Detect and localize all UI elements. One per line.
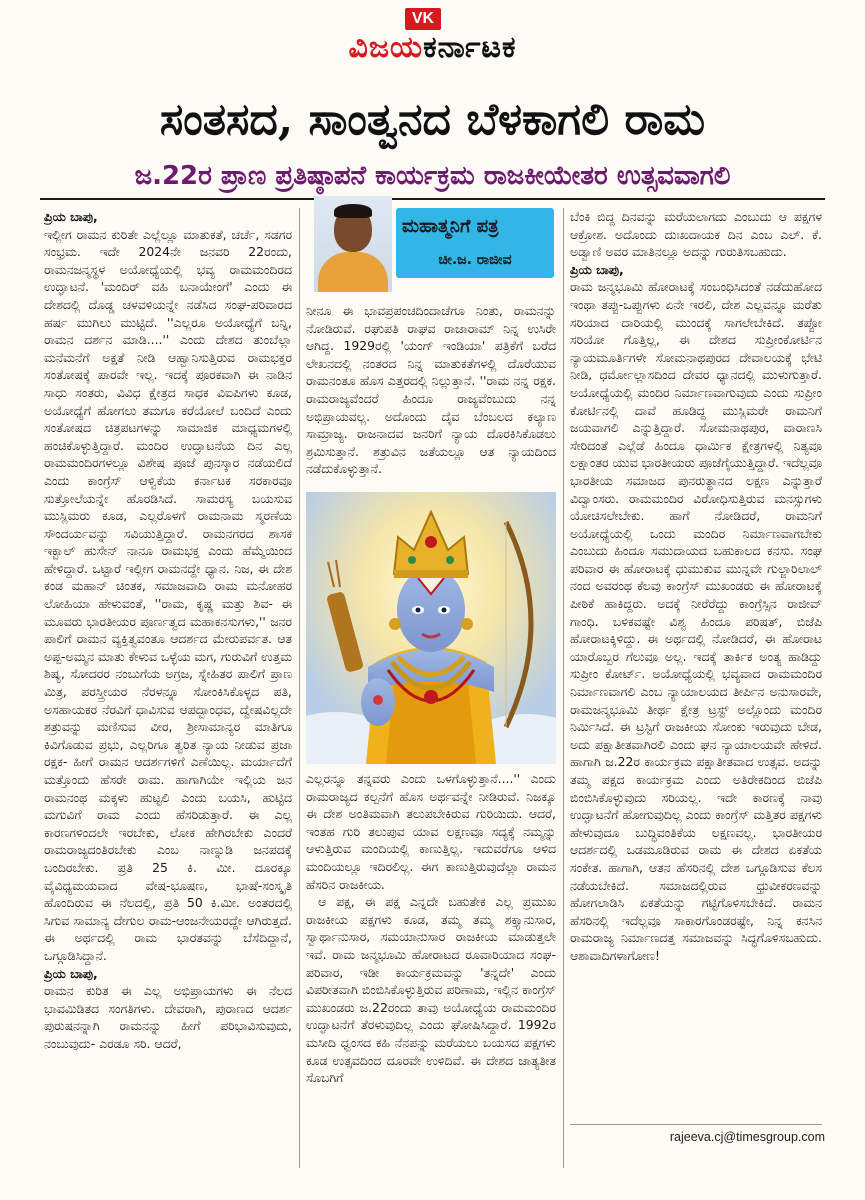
newspaper-name-part1: ವಿಜಯ (348, 30, 424, 65)
column-divider (299, 208, 300, 1168)
paragraph: ನೀನೂ ಈ ಭಾವಪ್ರಪಂಚದಿಂದಾಚೆಗೂ ನಿಂತು, ರಾಮನನ್ನು ನೋಡಿರುವೆ. ರಘುಪತಿ ರಾಘವ ರಾಜಾರಾಮ್ ನಿನ್ನ ಉಸಿರೇ ಆಗಿದ್ದ. 1929ರಲ್ಲಿ 'ಯಂಗ್ ಇಂಡಿಯಾ' ಪತ್ರಿಕೆಗೆ ಬರೆದ ಲೇಖನದಲ್ಲಿ ನಂತರದ ನಿನ್ನ ಮಾತುಕತೆಗಳಲ್ಲಿ ದೊರೆಯುವ ರಾಮನಂತೂ ಹೊಸ ಎತ್ತರದಲ್ಲಿ ನಿಲ್ಲುತ್ತಾನೆ. ''ರಾಮ ನನ್ನ ರಕ್ಷಕ. ರಾಮರಾಜ್ಯವೆಂದರೆ ಹಿಂದೂ ರಾಜ್ಯವೆಂಬುದು ನನ್ನ ಅಭಿಪ್ರಾಯವಲ್ಲ. ಅದೊಂದು ದೈವ ಬೆಂಬಲದ ಕಲ್ಯಾಣ ಸಾಮ್ರಾಜ್ಯ. ರಾಜನಾದವ ಜನರಿಗೆ ನ್ಯಾಯ ದೊರಕಿಸಿಕೊಡಲು ಶ್ರಮಿಸುತ್ತಾನೆ. ಶತ್ರುವಿನ ಜತೆಯಲ್ಲೂ ಆತ ನ್ಯಾಯದಿಂದ ನಡೆದುಕೊಳ್ಳುತ್ತಾನೆ. (306, 303, 556, 477)
paragraph: ರಾಮ ಜನ್ಮಭೂಮಿ ಹೋರಾಟಕ್ಕೆ ಸಂಬಂಧಿಸಿದಂತೆ ನಡೆದುಹೋದ ಇಂಥಾ ತಪ್ಪು-ಒಪ್ಪುಗಳು ಏನೇ ಇರಲಿ, ದೇಶ ಎಲ್ಲವನ್ನೂ ಮರೆತು ಸರಿಯಾದ ದಾರಿಯಲ್ಲಿ ಮುಂದಕ್ಕೆ ಸಾಗಲೇಬೇಕಿದೆ. ತಪ್ಪೋ ಸರಿಯೋ ಗೊತ್ತಿಲ್ಲ, ಈ ದೇಶದ ಸುಪ್ರೀಂಕೋರ್ಟಿನ ನ್ಯಾಯಮೂರ್ತಿಗಳೇ ಸೋಮನಾಥಪುರದ ದೇವಾಲಯಕ್ಕೆ ಭೇಟಿ ನೀಡಿ, ಧರ್ಮೋಲ್ಲಾಸದಿಂದ ದೇವರ ಧ್ಯಾನದಲ್ಲಿ ಮುಳುಗುತ್ತಾರೆ. ಅಯೋಧ್ಯೆಯಲ್ಲಿ ಮಂದಿರ ನಿರ್ಮಾಣವಾಗುವುದು ಎಂದು ಸುಪ್ರೀಂ ಕೋರ್ಟಿನಲ್ಲಿ ದಾವೆ ಹೂಡಿದ್ದ ಮುಸ್ಲಿಮರೇ ರಾಮನಿಗೆ ಜಯವಾಗಲಿ ಎನ್ನುತ್ತಿದ್ದಾರೆ. ಸೋಮನಾಥಪುರ, ವಾರಾಣಸಿ ಸೇರಿದಂತೆ ಎಲ್ಲೆಡೆ ಹಿಂದೂ ಧಾರ್ಮಿಕ ಕ್ಷೇತ್ರಗಳಲ್ಲಿ ನಿತ್ಯವೂ ಲಕ್ಷಾಂತರ ಯುವ ಭಾರತೀಯರು ಪೂಜೆಗೈಯುತ್ತಿದ್ದಾರೆ. ಇದೆಲ್ಲವೂ ಭಾರತೀಯ ಸಮಾಜದ ಪುನರುತ್ಥಾನದ ಲಕ್ಷಣ ಎನ್ನುತ್ತಾರೆ ವಿದ್ವಾಂಸರು. ರಾಮಮಂದಿರ ವಿರೋಧಿಸುತ್ತಿರುವ ಮನಸ್ಸುಗಳು ಯೋಚಿಸಲೇಬೇಕು. ಹಾಗೆ ನೋಡಿದರೆ, ರಾಮನಿಗೆ ಅಯೋಧ್ಯೆಯಲ್ಲಿ ಒಂದು ಮಂದಿರ ನಿರ್ಮಾಣವಾಗಬೇಕು ಎಂಬುದು ಹಿಂದೂ ಸಮುದಾಯದ ಬಹುಕಾಲದ ಕನಸು. ಸಂಘ ಪರಿವಾರ ಈ ಹೋರಾಟಕ್ಕೆ ಧುಮುಕುವ ಮುನ್ನವೇ ಗುಲ್ಜಾರಿಲಾಲ್ ನಂದ ಅವರಂಥ ಕೆಲವು ಕಾಂಗ್ರೆಸ್ ಮುಖಂಡರು ಈ ಹೋರಾಟಕ್ಕೆ ಪೀಠಿಕೆ ಹಾಕಿದ್ದರು. ಅದಕ್ಕೆ ನೀರೆರೆದ್ದು ಕಾಂಗ್ರೆಸ್ಸಿನ ರಾಜೀವ್ ಗಾಂಧಿ. ಬಳಿಕವಷ್ಟೇ ವಿಶ್ವ ಹಿಂದೂ ಪರಿಷತ್, ಬಿಜೆಪಿ ಹೋರಾಟಕ್ಕಿಳಿದ್ದು. ಈ ಅರ್ಥದಲ್ಲಿ ನೋಡಿದರೆ, ಈ ಹೋರಾಟ ಯಾರೊಬ್ಬರ ಗೆಲುವೂ ಅಲ್ಲ. ಇದಕ್ಕೆ ತಾರ್ಕಿಕ ಅಂತ್ಯ ಹಾಡಿದ್ದು ಸುಪ್ರೀಂ ಕೋರ್ಟ್. ಅಯೋಧ್ಯೆಯಲ್ಲಿ ಭವ್ಯವಾದ ರಾಮಮಂದಿರ ನಿರ್ಮಾಣವಾಗಲಿ ಎಂಬ ನ್ಯಾಯಾಲಯದ ತೀರ್ಪಿನ ಅನುಸಾರವೇ, ರಾಮಜನ್ಮಭೂಮಿ ತೀರ್ಥ ಕ್ಷೇತ್ರ ಟ್ರಸ್ಟ್ ಅಲ್ಲೊಂದು ಮಂದಿರ ನಿರ್ಮಿಸಿದೆ. ಈ ಟ್ರಸ್ಟಿಗೆ ರಾಜಕೀಯ ಸೋಂಕು ಇರುವುದು ಬೇಡ, ಅದು ಪಕ್ಷಾತೀತವಾಗಿರಲಿ ಎಂದು ಘನ ನ್ಯಾಯಾಲಯವೇ ಹೇಳಿದೆ. ಹಾಗಾಗಿ ಜ.22ರ ಕಾರ್ಯಕ್ರಮ ಪಕ್ಷಾತೀತವಾದ ಉತ್ಸವ. ಅದನ್ನು ತಮ್ಮ ಪಕ್ಷದ ಕಾರ್ಯಕ್ರಮ ಎಂದು ಅತಿರೇಕದಿಂದ ಬಿಜೆಪಿ ಬಿಂಬಿಸಿಕೊಳ್ಳುವುದು ಸರಿಯಲ್ಲ. ಇದೇ ಕಾರಣಕ್ಕೆ ನಾವು ಉದ್ಘಾಟನೆಗೆ ಹೋಗುವುದಿಲ್ಲ ಎಂದು ಕಾಂಗ್ರೆಸ್ ಮತ್ತಿತರ ಪಕ್ಷಗಳು ಹೇಳುವುದೂ ಬುದ್ಧಿವಂತಿಕೆಯ ಲಕ್ಷಣವಲ್ಲ. ಭಾರತೀಯರ ಆದರ್ಶದಲ್ಲಿ ಒಡಮೂಡಿರುವ ರಾಮ ಈ ದೇಶದ ಏಕತೆಯ ಸಂಕೇತ. ಹಾಗಾಗಿ, ಆತನ ಹೆಸರಿನಲ್ಲಿ ದೇಶ ಒಗ್ಗೂಡಿಸುವ ಕೆಲಸ ನಡೆಯಬೇಕಿದೆ. ಸಮಾಜದಲ್ಲಿರುವ ಧ್ರುವೀಕರಣವನ್ನು ಹೋಗಲಾಡಿಸಿ ಏಕತೆಯನ್ನು ಗಟ್ಟಿಗೊಳಿಸಬೇಕಿದೆ. ರಾಮನ ಹೆಸರಿನಲ್ಲಿ ಇದೆಲ್ಲವೂ ಸಾಕಾರಗೊಂಡರಷ್ಟೇ, ನಿನ್ನ ಕನಸಿನ ರಾಮರಾಜ್ಯ ನಿರ್ಮಾಣದತ್ತ ಸಮಾಜವನ್ನು ಸಿದ್ಧಗೊಳಿಸಬಹುದು. ಆಶಾವಾದಿಗಳಾಗೋಣ! (570, 279, 822, 963)
newspaper-name (0, 30, 865, 65)
vk-logo-badge: VK (405, 8, 441, 30)
column-divider (563, 208, 564, 1168)
author-email: rajeeva.cj@timesgroup.com (669, 1130, 825, 1144)
article-column-middle-bottom (306, 770, 556, 1170)
subheadline: ಜ.22ರ ಪ್ರಾಣ ಪ್ರತಿಷ್ಠಾಪನೆ ಕಾರ್ಯಕ್ರಮ ರಾಜಕೀಯೇತರ ಉತ್ಸವವಾಗಲಿ (134, 161, 731, 191)
article-column-right (570, 208, 822, 1128)
salutation: ಪ್ರಿಯ ಬಾಪು, (570, 261, 624, 277)
column-title: ಮಹಾತ್ಮನಿಗೆ ಪತ್ರ (402, 216, 499, 237)
author-photo (314, 196, 392, 292)
rama-illustration (306, 492, 556, 764)
newspaper-name-part2: ಕರ್ನಾಟಕ (423, 30, 517, 65)
salutation: ಪ್ರಿಯ ಬಾಪು, (44, 209, 98, 224)
column-badge (396, 208, 554, 278)
article-column-middle-top (306, 302, 556, 486)
paragraph: ಆ ಪಕ್ಷ, ಈ ಪಕ್ಷ ಎನ್ನದೇ ಬಹುತೇಕ ಎಲ್ಲ ಪ್ರಮುಖ ರಾಜಕೀಯ ಪಕ್ಷಗಳು ಕೂಡ, ತಮ್ಮ ತಮ್ಮ ಶಕ್ತ್ಯಾನುಸಾರ, ಸ್ವಾರ್ಥಾನುಸಾರ, ಸಮಯಾನುಸಾರ ರಾಜಕೀಯ ಮಾಡುತ್ತಲೇ ಇವೆ. ರಾಮ ಜನ್ಮಭೂಮಿ ಹೋರಾಟದ ರೂವಾರಿಯಾದ ಸಂಘ-ಪರಿವಾರ, ಇಡೀ ಕಾರ್ಯಕ್ರಮವನ್ನು 'ತನ್ನದೇ' ಎಂದು ವಿಪರೀತವಾಗಿ ಬಿಂಬಿಸಿಕೊಳ್ಳುತ್ತಿರುವ ಪರಿಣಾಮ, ಇಲ್ಲಿನ ಕಾಂಗ್ರೆಸ್ ಮುಖಂಡರು ಜ.22ರಂದು ತಾವು ಅಯೋಧ್ಯೆಯ ರಾಮಮಂದಿರ ಉದ್ಘಾಟನೆಗೆ ತೆರಳುವುದಿಲ್ಲ ಎಂದು ಘೋಷಿಸಿದ್ದಾರೆ. 1992ರ ಮಸೀದಿ ಧ್ವಂಸದ ಕಹಿ ನೆನಪನ್ನು ಮರೆಯಲು ಬಯಸದ ಪಕ್ಷಗಳು ಕೂಡ ಉತ್ಸವದಿಂದ ದೂರವೇ ಉಳಿದಿವೆ. ಈ ದೇಶದ ಜಾತ್ಯತೀತ ಸೊಬಗಿಗೆ (306, 894, 556, 1086)
masthead (0, 0, 865, 72)
salutation: ಪ್ರಿಯ ಬಾಪು, (44, 965, 98, 981)
headline: ಸಂತಸದ, ಸಾಂತ್ವನದ ಬೆಳಕಾಗಲಿ ರಾಮ (159, 94, 706, 145)
paragraph: ಇಲ್ಲೀಗ ರಾಮನ ಕುರಿತೇ ಎಲ್ಲೆಲ್ಲೂ ಮಾತುಕತೆ, ಚರ್ಚೆ, ಸಡಗರ ಸಂಭ್ರಮ. ಇದೇ 2024ನೇ ಜನವರಿ 22ರಂದು, ರಾಮನಜನ್ಮಸ್ಥಳ ಅಯೋಧ್ಯೆಯಲ್ಲಿ ಭವ್ಯ ರಾಮಮಂದಿರದ ಉದ್ಘಾಟನೆ. 'ಮಂದಿರ್ ವಹಿ ಬನಾಯೇಂಗೆ' ಎಂದು ಈ ದೇಶದಲ್ಲಿ ದೊಡ್ಡ ಚಳವಳಿಯನ್ನೇ ನಡೆಸಿದ ಸಂಘ-ಪರಿವಾರದ ಹರ್ಷ ಮುಗಿಲು ಮುಟ್ಟಿದೆ. ''ಎಲ್ಲರೂ ಅಯೋಧ್ಯೆಗೆ ಬನ್ನಿ, ರಾಮನ ದರ್ಶನ ಮಾಡಿ....'' ಎಂದು ದೇಶದ ತುಂಬೆಲ್ಲಾ ಮನೆಮನೆಗೆ ಅಕ್ಷತೆ ನೀಡಿ ಆಹ್ವಾನಿಸುತ್ತಿರುವ ರಾಮಭಕ್ತರ ಸಂತೋಷಕ್ಕೆ ಪಾರವೇ ಇಲ್ಲ. ಇದಕ್ಕೆ ಪೂರಕವಾಗಿ ಈ ನಾಡಿನ ಸಾಧು ಸಂತರು, ವಿವಿಧ ಕ್ಷೇತ್ರದ ಸಾಧಕ ವಿಐಪಿಗಳು ಕೂಡ, ಅಯೋಧ್ಯೆಗೆ ಹೋಗಲು ತಮಗೂ ಕರೆಯೋಲೆ ಬಂದಿದೆ ಎಂದು ಸಂತೋಷದ ಚಿತ್ರಪಟಗಳನ್ನು ಸಾಮಾಜಿಕ ಮಾಧ್ಯಮಗಳಲ್ಲಿ ಹಂಚಿಕೊಳ್ಳುತ್ತಿದ್ದಾರೆ. ಮಂದಿರ ಉದ್ಘಾಟನೆಯ ದಿನ ಎಲ್ಲ ರಾಮಮಂದಿರಗಳಲ್ಲೂ ವಿಶೇಷ ಪೂಜೆ ಪುನಸ್ಕಾರ ನಡೆಯಲಿದೆ ಎಂದು ಕಾಂಗ್ರೆಸ್ ಆಳ್ವಿಕೆಯ ಕರ್ನಾಟಕ ಸರಕಾರವೂ ಸುತ್ತೋಲೆಯನ್ನೇ ಹೊರಡಿಸಿದೆ. ಸಾಮರಸ್ಯ ಬಯಸುವ ಮುಸ್ಲಿಮರು ಕೂಡ, ಎಲ್ಲರೊಳಗೆ ರಾಮನಾಮ ಸ್ಮರಣೆಯ ಸೌಂದರ್ಯವನ್ನು ಸವಿಯುತ್ತಿದ್ದಾರೆ. ರಾಮನಗರದ ಶಾಸಕ ಇಕ್ಬಾಲ್ ಹುಸೇನ್ ನಾನೂ ರಾಮಭಕ್ತ ಎಂದು ಹೆಮ್ಮೆಯಿಂದ ಹೇಳಿದ್ದಾರೆ. ಒಟ್ಟಾರೆ ಇಲ್ಲೀಗ ರಾಮನದ್ದೇ ಧ್ಯಾನ. ನಿಜ, ಈ ದೇಶ ಕಂಡ ಮಹಾನ್ ಚಿಂತಕ, ಸಮಾಜವಾದಿ ರಾಮ ಮನೋಹರ ಲೋಹಿಯಾ ಹೇಳುವಂತೆ, ''ರಾಮ, ಕೃಷ್ಣ ಮತ್ತು ಶಿವ- ಈ ಮೂವರು ಭಾರತೀಯರ ಪೂರ್ಣತ್ವದ ಮಹಾಕನಸುಗಳು,'' ಜನರ ಪಾಲಿಗೆ ರಾಮನ ವ್ಯಕ್ತಿತ್ವವಂತೂ ಆದರ್ಶದ ಮೇರುಪರ್ವತ. ಆತ ಅಪ್ಪ-ಅಮ್ಮನ ಮಾತು ಕೇಳುವ ಒಳ್ಳೆಯ ಮಗ, ಗುರುವಿಗೆ ಉತ್ತಮ ಶಿಷ್ಯ, ಸೋದರರ ನಂಬುಗೆಯ ಅಗ್ರಜ, ಸ್ನೇಹಿತರ ಪಾಲಿಗೆ ಪ್ರಾಣ ಮಿತ್ರ, ಪರಸ್ತ್ರೀಯರ ನೆರಳನ್ನೂ ಸೋಂಕಿಸಿಕೊಳ್ಳದ ಪತಿ, ಅಸಹಾಯಕರ ನೆರವಿಗೆ ಧಾವಿಸುವ ಆಪದ್ಬಾಂಧವ, ದ್ವೇಷವಿಲ್ಲದೇ ಶತ್ರುವನ್ನು ಮಣಿಸುವ ವೀರ, ಶ್ರೀಸಾಮಾನ್ಯರ ಮಾತಿಗೂ ಕಿವಿಗೊಡುವ ಪ್ರಭು, ಎಲ್ಲರಿಗೂ ತ್ವರಿತ ನ್ಯಾಯ ನೀಡುವ ಪ್ರಜಾ ರಕ್ಷಕ- ಹೀಗೆ ರಾಮನ ಆದರ್ಶಗಳಿಗೆ ಎಣೆಯಿಲ್ಲ. ಮರ್ಯಾದೆಗೆ ಮತ್ತೊಂದು ಹೆಸರೇ ರಾಮ. ಹಾಗಾಗಿಯೇ ಇಲ್ಲಿಯ ಜನ ರಾಮನಂಥ ಮಕ್ಕಳು ಹುಟ್ಟಲಿ ಎಂದು ಬಯಸಿ, ಹುಟ್ಟಿದ ಮಗುವಿಗೆ ರಾಮ ಎಂದು ಹೆಸರಿಡುತ್ತಾರೆ. ಈ ಎಲ್ಲ ಕಾರಣಗಳಿಂದಲೇ ಇರಬೇಕು, ಲೋಕ ಹೇಗಿರಬೇಕು ಎಂದರೆ ರಾಮರಾಜ್ಯದಂತಿರಬೇಕು ಎಂಬ ನಾಣ್ನುಡಿ ಜನಪದಕ್ಕೆ ಬಂದಿರಬೇಕು. ಪ್ರತಿ 25 ಕಿ. ಮೀ. ದೂರಕ್ಕೂ ವೈವಿಧ್ಯಮಯವಾದ ವೇಷ-ಭೂಷಣ, ಭಾಷೆ-ಸಂಸ್ಕೃತಿ ಹೊಂದಿರುವ ಈ ನೆಲದಲ್ಲಿ, ಪ್ರತಿ 50 ಕಿ.ಮೀ. ಅಂತರದಲ್ಲಿ ಸಿಗುವ ಸಾಮಾನ್ಯ ದೇಗುಲ ರಾಮ-ಆಂಜನೇಯರದ್ದೇ ಆಗಿರುತ್ತದೆ. ಈ ಅರ್ಥದಲ್ಲಿ ರಾಮ ಭಾರತವನ್ನು ಬೆಸೆದಿದ್ದಾನೆ, ಒಗ್ಗೂಡಿಸಿದ್ದಾನೆ. (44, 226, 292, 963)
email-rule (570, 1124, 822, 1125)
paragraph: ಎಲ್ಲರನ್ನೂ ತನ್ನವರು ಎಂದು ಒಳಗೊಳ್ಳುತ್ತಾನೆ....'' ಎಂದು ರಾಮರಾಜ್ಯದ ಕಲ್ಪನೆಗೆ ಹೊಸ ಅರ್ಥವನ್ನೇ ನೀಡಿರುವೆ. ನಿಜಕ್ಕೂ ಈ ದೇಶ ಅಂತಿಮವಾಗಿ ತಲುಪಬೇಕಿರುವ ಗುರಿಯಿದು. ಆದರೆ, ಇಂತಹ ಗುರಿ ತಲುಪುವ ಯಾವ ಲಕ್ಷಣವೂ ಸದ್ಯಕ್ಕೆ ನಮ್ಮನ್ನು ಆಳುತ್ತಿರುವ ಮಂದಿಯಲ್ಲಿ ಕಾಣುತ್ತಿಲ್ಲ. ಇದುವರೆಗೂ ಆಳಿದ ಮಂದಿಯಲ್ಲೂ ಇದಿರಲಿಲ್ಲ. ಈಗ ಕಾಣುತ್ತಿರುವುದೆಲ್ಲಾ ರಾಮನ ಹೆಸರಿನ ರಾಜಕೀಯ. (306, 771, 556, 892)
author-name: ಚೀ.ಜ. ರಾಜೀವ (438, 252, 512, 268)
column-header (306, 196, 556, 296)
article-column-left (44, 208, 292, 1168)
paragraph: ಬೆಂಕಿ ಬಿದ್ದ ದಿನವನ್ನು ಮರೆಯಲಾಗದು ಎಂಬುದು ಆ ಪಕ್ಷಗಳ ಆಕ್ರೋಶ. ಅದೊಂದು ದುಃಖದಾಯಕ ದಿನ ಎಂಬ ಎಲ್. ಕೆ. ಅಡ್ವಾಣಿ ಅವರ ಮಾತಿನಲ್ಲೂ ಅದನ್ನು ಗುರುತಿಸಬಹುದು. (570, 209, 822, 260)
paragraph: ರಾಮನ ಕುರಿತ ಈ ಎಲ್ಲ ಅಭಿಪ್ರಾಯಗಳು ಈ ನೆಲದ ಭಾವಮಿಡಿತದ ಸಂಗತಿಗಳು. ದೇವರಾಗಿ, ಪುರಾಣದ ಆದರ್ಶ ಪುರುಷನನ್ನಾಗಿ ರಾಮನನ್ನು ಹೀಗೆ ಪರಿಭಾವಿಸುವುದು, ನಂಬುವುದು- ಎರಡೂ ಸರಿ. ಆದರೆ, (44, 983, 292, 1051)
